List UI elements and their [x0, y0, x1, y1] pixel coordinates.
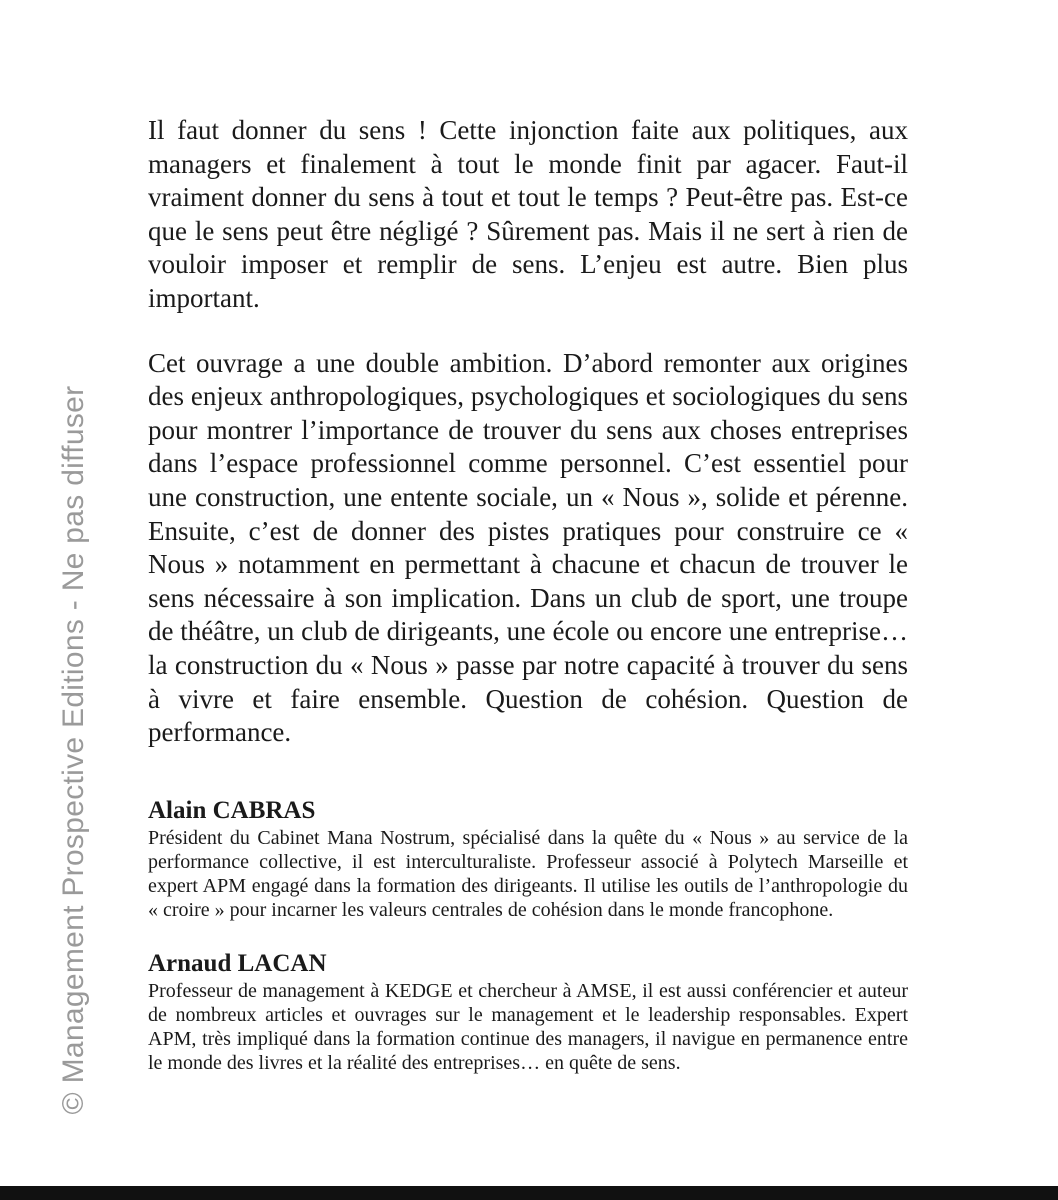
bottom-edge-bar — [0, 1186, 1058, 1200]
author-bio: Président du Cabinet Mana Nostrum, spécialisé dans la quête du « Nous » au service de la performance collective, il est interculturaliste. Professeur associé à Polytech Marseille et expert APM engagé dans la formation des dirigeants. Il utilise les outils de l’anthropologie du « croire » pour incarner les valeurs centrales de cohésion dans le monde francophone. — [148, 826, 908, 922]
author-block-lacan — [148, 949, 908, 1076]
intro-paragraph: Il faut donner du sens ! Cette injonction faite aux politiques, aux managers et finalement à tout le monde finit par agacer. Faut-il vraiment donner du sens à tout et tout le temps ? Peut-être pas. Est-ce que le sens peut être négligé ? Sûrement pas. Mais il ne sert à rien de vouloir imposer et remplir de sens. L’enjeu est autre. Bien plus important. — [148, 115, 908, 313]
copyright-watermark: © Management Prospective Editions - Ne pas diffuser — [57, 385, 90, 1115]
ambition-paragraph: Cet ouvrage a une double ambition. D’abord remonter aux origines des enjeux anthropologiques, psychologiques et sociologiques du sens pour montrer l’importance de trouver du sens aux choses entreprises dans l’espace professionnel comme personnel. C’est essentiel pour une construction, une entente sociale, un « Nous », solide et pérenne. Ensuite, c’est de donner des pistes pratiques pour construire ce « Nous » notamment en permettant à chacune et chacun de trouver le sens nécessaire à son implication. Dans un club de sport, une troupe de théâtre, un club de dirigeants, une école ou encore une entreprise… la construction du « Nous » passe par notre capacité à trouver du sens à vivre et faire ensemble. Question de cohésion. Question de performance. — [148, 347, 908, 748]
author-name: Alain CABRAS — [148, 796, 316, 824]
author-name: Arnaud LACAN — [148, 949, 327, 977]
cover-text-content — [148, 114, 908, 1075]
author-block-cabras — [148, 796, 908, 923]
author-bio: Professeur de management à KEDGE et chercheur à AMSE, il est aussi conférencier et auteur de nombreux articles et ouvrages sur le management et le leadership responsables. Expert APM, très impliqué dans la formation continue des managers, il navigue en permanence entre le monde des livres et la réalité des entreprises… en quête de sens. — [148, 979, 908, 1075]
